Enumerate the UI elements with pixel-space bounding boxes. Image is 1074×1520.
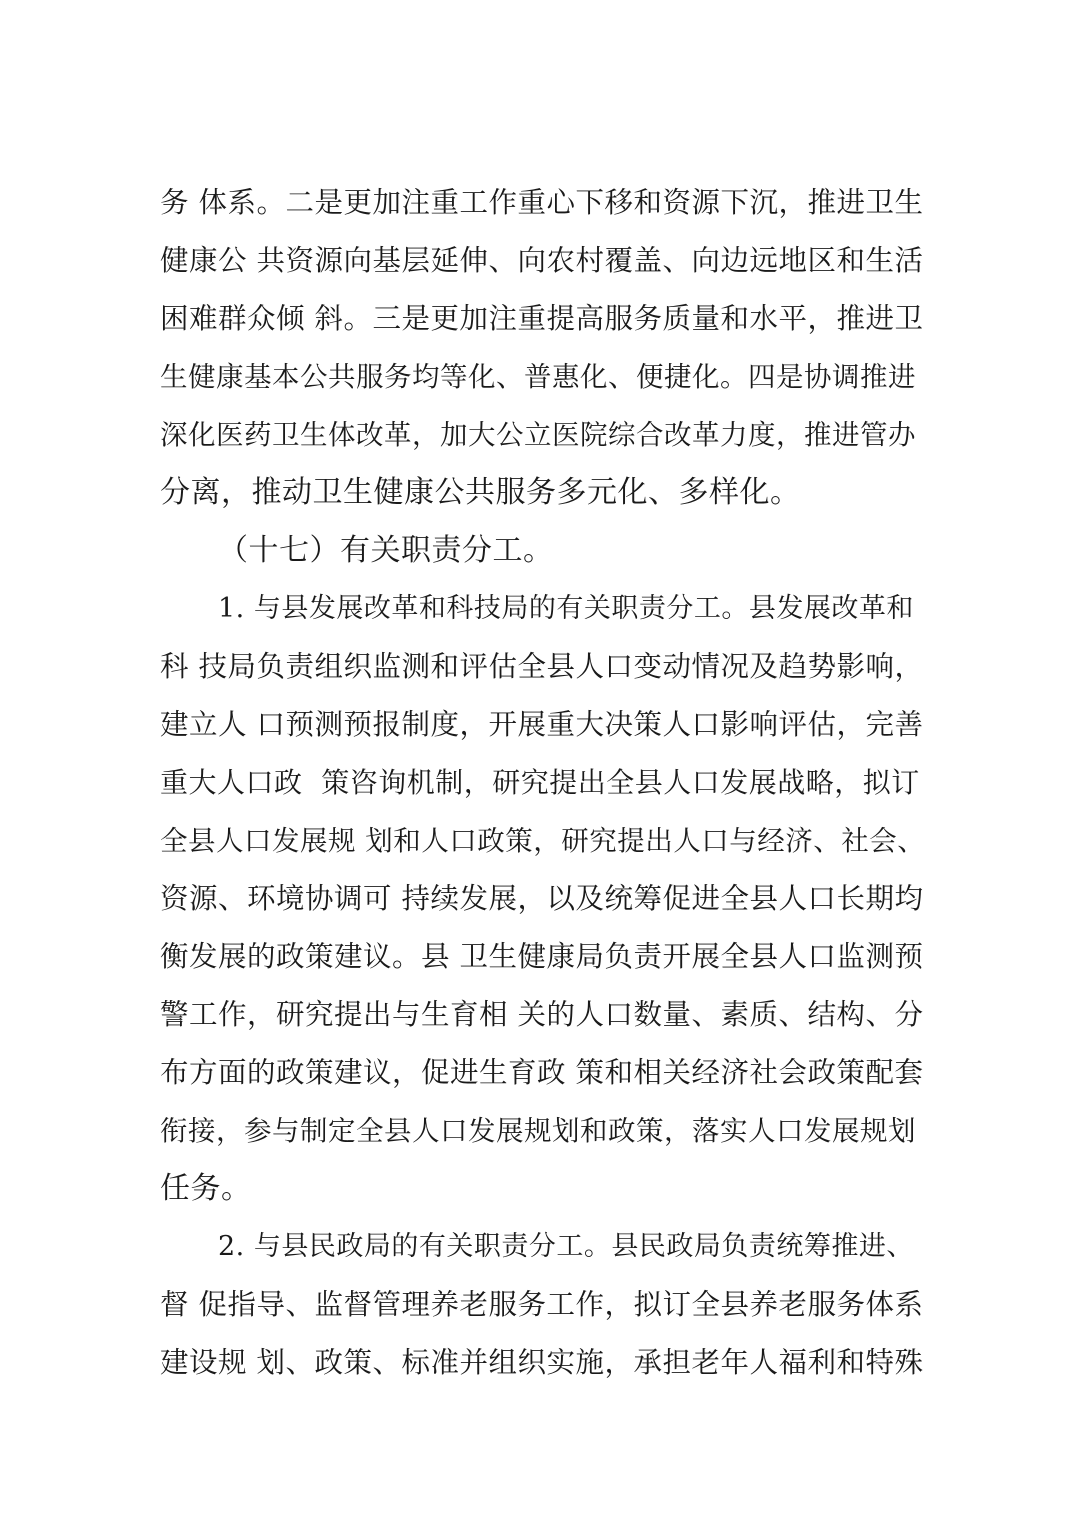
body-text-line: 建设规 划、政策、标准并组织实施，承担老年人福利和特殊 (160, 1346, 924, 1379)
body-text-line: 科 技局负责组织监测和评估全县人口变动情况及趋势影响， (160, 650, 924, 683)
body-text-line: 警工作，研究提出与生育相 关的人口数量、素质、结构、分 (160, 998, 924, 1031)
body-text-line: 任务。 (160, 1171, 252, 1206)
body-text-line: 2. 与县民政局的有关职责分工。县民政局负责统筹推进、 (218, 1231, 914, 1262)
body-text-line: 衡发展的政策建议。县 卫生健康局负责开展全县人口监测预 (160, 940, 924, 973)
body-text-line: 重大人口政 策咨询机制，研究提出全县人口发展战略，拟订 (160, 766, 920, 799)
body-text-line: 全县人口发展规 划和人口政策，研究提出人口与经济、社会、 (160, 825, 926, 857)
body-text-line: 生健康基本公共服务均等化、普惠化、便捷化。四是协调推进 (160, 361, 916, 393)
body-text-line: 资源、环境协调可 持续发展，以及统筹促进全县人口长期均 (160, 882, 924, 915)
body-text-line: 衔接，参与制定全县人口发展规划和政策，落实人口发展规划 (160, 1115, 916, 1147)
body-text-line: 建立人 口预测预报制度，开展重大决策人口影响评估，完善 (160, 708, 924, 741)
body-text-line: 健康公 共资源向基层延伸、向农村覆盖、向边远地区和生活 (160, 244, 924, 277)
body-text-line: 分离，推动卫生健康公共服务多元化、多样化。 (160, 475, 801, 510)
body-text-line: 务 体系。二是更加注重工作重心下移和资源下沉，推进卫生 (160, 186, 924, 219)
body-text-line: 深化医药卫生体改革，加大公立医院综合改革力度，推进管办 (160, 419, 916, 451)
section-heading: （十七）有关职责分工。 (218, 533, 554, 568)
body-text-line: 困难群众倾 斜。三是更加注重提高服务质量和水平，推进卫 (160, 302, 924, 335)
body-text-line: 布方面的政策建议，促进生育政 策和相关经济社会政策配套 (160, 1056, 924, 1089)
body-text-line: 督 促指导、监督管理养老服务工作，拟订全县养老服务体系 (160, 1288, 924, 1321)
body-text-line: 1. 与县发展改革和科技局的有关职责分工。县发展改革和 (218, 593, 914, 624)
